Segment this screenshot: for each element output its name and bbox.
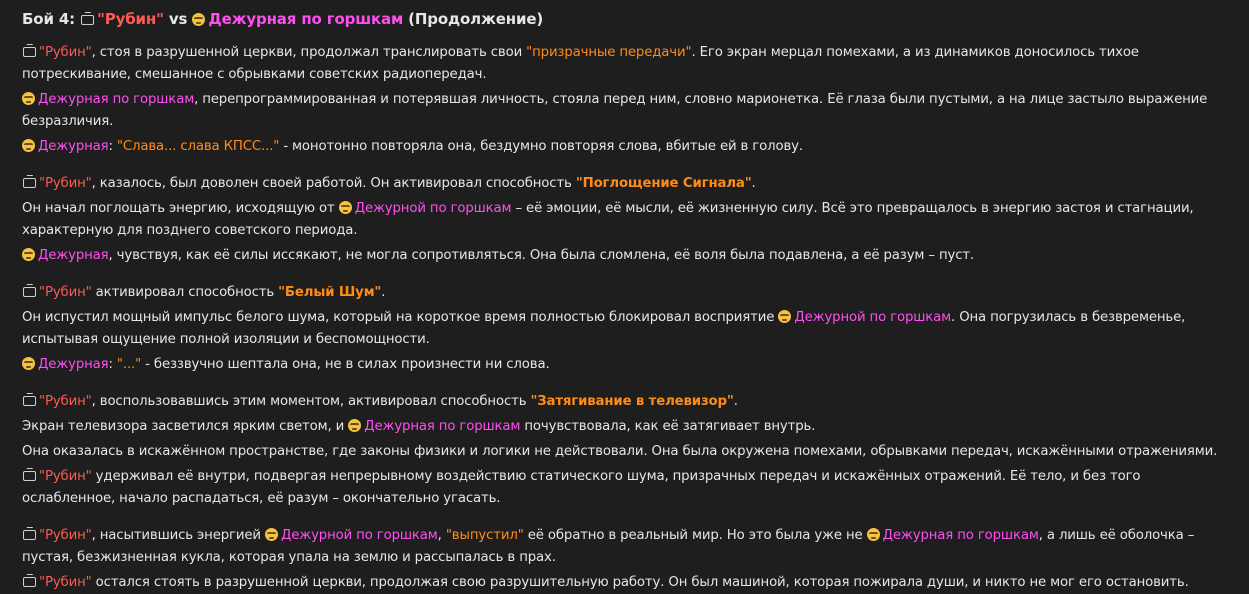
zombie-face-icon (867, 528, 880, 541)
story-line (22, 245, 1222, 267)
text-segment: , чувствуя, как её силы иссякают, не могла сопротивляться. Она была сломлена, её воля была подавлена, а её разум – пуст. (108, 248, 975, 263)
story-line (22, 42, 1222, 86)
text-segment: . Она погрузилась в безвременье, испытывая ощущение полной изоляции и беспомощности. (22, 310, 1186, 347)
television-icon (23, 287, 36, 297)
character-name-rubin: "Рубин" (39, 394, 92, 409)
paragraph-gap (22, 270, 1249, 282)
story-line (22, 282, 1222, 304)
quoted-text: "призрачные передачи" (526, 45, 692, 60)
text-segment: - беззвучно шептала она, не в силах произнести ни слова. (141, 357, 550, 372)
zombie-face-icon (778, 310, 791, 323)
television-icon (23, 396, 36, 406)
television-icon (23, 178, 36, 188)
character-name-duty: Дежурная по горшкам (38, 92, 195, 107)
title-prefix: Бой 4: (22, 10, 81, 28)
zombie-face-icon (22, 92, 35, 105)
story-line (22, 572, 1222, 594)
character-name-duty: Дежурной по горшкам (794, 310, 952, 325)
zombie-face-icon (339, 201, 352, 214)
character-name-duty: Дежурная (38, 248, 109, 263)
text-segment: – её эмоции, её мысли, её жизненную силу. Всё это превращалось в энергию застоя и стагнации, характерную для позднего советского периода. (22, 201, 1194, 238)
zombie-face-icon (265, 528, 278, 541)
television-icon (23, 577, 36, 587)
story-line (22, 441, 1222, 463)
text-segment: её обратно в реальный мир. Но это была уже не (523, 528, 867, 543)
character-name-duty: Дежурной по горшкам (354, 201, 512, 216)
text-segment: . (733, 394, 738, 409)
story-line (22, 173, 1222, 195)
character-name-rubin: "Рубин" (39, 45, 92, 60)
ability-name: "Поглощение Сигнала" (575, 176, 752, 191)
character-name-duty: Дежурная (38, 139, 109, 154)
title-duty: Дежурная по горшкам (208, 10, 404, 28)
title-suffix: (Продолжение) (403, 10, 544, 28)
text-segment: . (381, 285, 386, 300)
text-segment: активировал способность (91, 285, 279, 300)
story-line (22, 525, 1222, 569)
character-name-duty: Дежурная по горшкам (882, 528, 1039, 543)
text-segment: Экран телевизора засветился ярким светом, и (22, 419, 349, 434)
text-segment: удерживал её внутри, подвергая непрерывному воздействию статического шума, призрачных передач и искажённых отражений. Её тело, и без того ослабленное, начало распадаться, её разум – окончательно угасать. (22, 469, 1141, 506)
ability-name: "Затягивание в телевизор" (530, 394, 734, 409)
zombie-face-icon (22, 248, 35, 261)
zombie-face-icon (348, 419, 361, 432)
title-vs: vs (163, 10, 193, 28)
chat-message (22, 9, 1249, 594)
story-line (22, 466, 1222, 510)
story-line (22, 391, 1222, 413)
story-line (22, 354, 1222, 376)
television-icon (81, 15, 94, 25)
text-segment: Она оказалась в искажённом пространстве, где законы физики и логики не действовали. Она была окружена помехами, обрывками передач, искажёнными отражениями. (22, 444, 1218, 459)
text-segment: почувствовала, как её затягивает внутрь. (520, 419, 816, 434)
television-icon (23, 471, 36, 481)
television-icon (23, 530, 36, 540)
story-line (22, 416, 1222, 438)
text-segment: Он начал поглощать энергию, исходящую от (22, 201, 339, 216)
story-line (22, 198, 1222, 242)
ability-name: "Белый Шум" (278, 285, 382, 300)
quoted-text: "Слава... слава КПСС..." (116, 139, 280, 154)
title-rubin: "Рубин" (97, 10, 164, 28)
paragraph-gap (22, 379, 1249, 391)
text-segment: , насытившись энергией (91, 528, 265, 543)
character-name-rubin: "Рубин" (39, 575, 92, 590)
character-name-duty: Дежурная (38, 357, 109, 372)
text-segment: , воспользовавшись этим моментом, активировал способность (91, 394, 531, 409)
zombie-face-icon (192, 13, 205, 26)
story-line (22, 89, 1222, 133)
story-body (22, 42, 1249, 594)
character-name-duty: Дежурная по горшкам (364, 419, 521, 434)
character-name-rubin: "Рубин" (39, 176, 92, 191)
text-segment: , казалось, был доволен своей работой. Он активировал способность (91, 176, 576, 191)
paragraph-gap (22, 161, 1249, 173)
character-name-rubin: "Рубин" (39, 528, 92, 543)
character-name-duty: Дежурной по горшкам (280, 528, 438, 543)
text-segment: . (751, 176, 756, 191)
zombie-face-icon (22, 357, 35, 370)
character-name-rubin: "Рубин" (39, 469, 92, 484)
character-name-rubin: "Рубин" (39, 285, 92, 300)
quoted-text: "выпустил" (445, 528, 524, 543)
text-segment: , стоя в разрушенной церкви, продолжал транслировать свои (91, 45, 527, 60)
text-segment: , (437, 528, 446, 543)
text-segment: , а лишь её оболочка – пустая, безжизненная кукла, которая упала на землю и рассыпалась в прах. (22, 528, 1195, 565)
text-segment: остался стоять в разрушенной церкви, продолжая свою разрушительную работу. Он был машиной, которая пожирала души, и никто не мог его остановить. (91, 575, 1189, 590)
text-segment: : (108, 357, 117, 372)
television-icon (23, 47, 36, 57)
text-segment: Он испустил мощный импульс белого шума, который на короткое время полностью блокировал восприятие (22, 310, 779, 325)
battle-title (22, 9, 1249, 29)
story-line (22, 307, 1222, 351)
text-segment: . Его экран мерцал помехами, а из динамиков доносилось тихое потрескивание, смешанное с обрывками советских радиопередач. (22, 45, 1139, 82)
text-segment: - монотонно повторяла она, бездумно повторяя слова, вбитые ей в голову. (279, 139, 803, 154)
zombie-face-icon (22, 139, 35, 152)
text-segment: , перепрограммированная и потерявшая личность, стояла перед ним, словно марионетка. Её глаза были пустыми, а на лице застыло выражение безразличия. (22, 92, 1208, 129)
paragraph-gap (22, 513, 1249, 525)
text-segment: : (108, 139, 117, 154)
story-line (22, 136, 1222, 158)
quoted-text: "..." (116, 357, 142, 372)
